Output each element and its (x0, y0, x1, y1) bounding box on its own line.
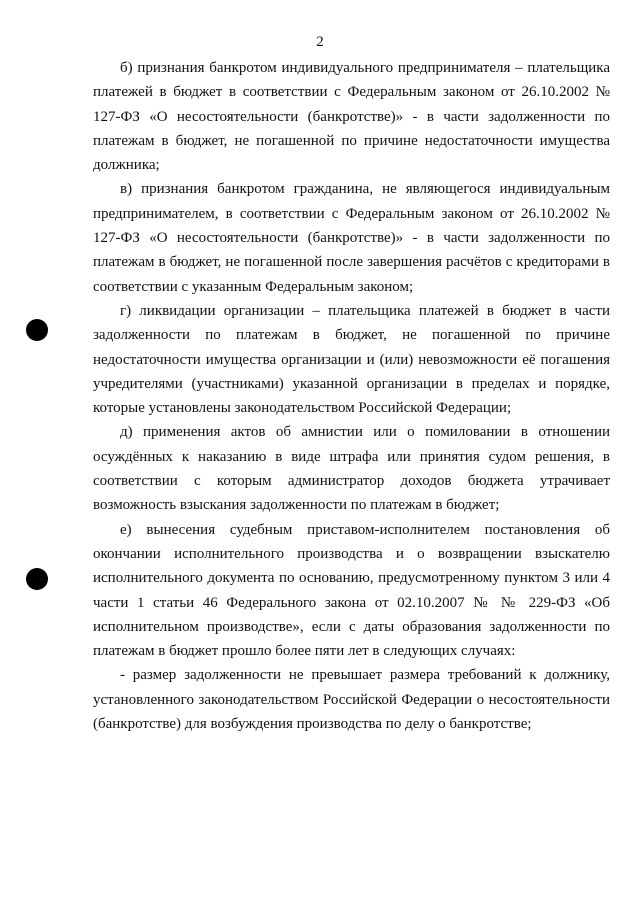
paragraph-v: в) признания банкротом гражданина, не являющегося индивидуальным предпринимателем, в соответствии с Федеральным законом от 26.10.2002 № 127-ФЗ «О несостоятельности (банкротстве)» - в части задолженности по платежам в бюджет, не погашенной после завершения расчётов с кредиторами в соответствии с указанным Федеральным законом; (93, 181, 610, 295)
paragraph-b: б) признания банкротом индивидуального предпринимателя – плательщика платежей в бюджет в соответствии с Федеральным законом от 26.10.2002 № 127-ФЗ «О несостоятельности (банкротстве)» - в части задолженности по платежам в бюджет, не погашенной по причине недостаточности имущества должника; (93, 60, 610, 174)
punch-hole-bottom (26, 568, 48, 590)
paragraph-d: д) применения актов об амнистии или о помиловании в отношении осуждённых к наказанию в виде штрафа или принятия судом решения, в соответствии с которым администратор доходов бюджета утрачивает возможность взыскания задолженности по платежам в бюджет; (93, 424, 610, 514)
document-body (93, 56, 610, 736)
paragraph-e: е) вынесения судебным приставом-исполнителем постановления об окончании исполнительного производства и о возвращении взыскателю исполнительного документа по основанию, предусмотренному пунктом 3 или 4 части 1 статьи 46 Федерального закона от 02.10.2007 № № 229-ФЗ «Об исполнительном производстве», если с даты образования задолженности по платежам в бюджет прошло более пяти лет в следующих случаях: (93, 521, 610, 660)
paragraph-e-item-1: - размер задолженности не превышает размера требований к должнику, установленного законодательством Российской Федерации о несостоятельности (банкротстве) для возбуждения производства по делу о банкротстве; (93, 667, 610, 733)
paragraph-g: г) ликвидации организации – плательщика платежей в бюджет в части задолженности по платежам в бюджет, не погашенной по причине недостаточности имущества организации и (или) невозможности её погашения учредителями (участниками) указанной организации в пределах и порядке, которые установлены законодательством Российской Федерации; (93, 302, 610, 417)
punch-hole-top (26, 319, 48, 341)
page-number: 2 (316, 34, 324, 50)
